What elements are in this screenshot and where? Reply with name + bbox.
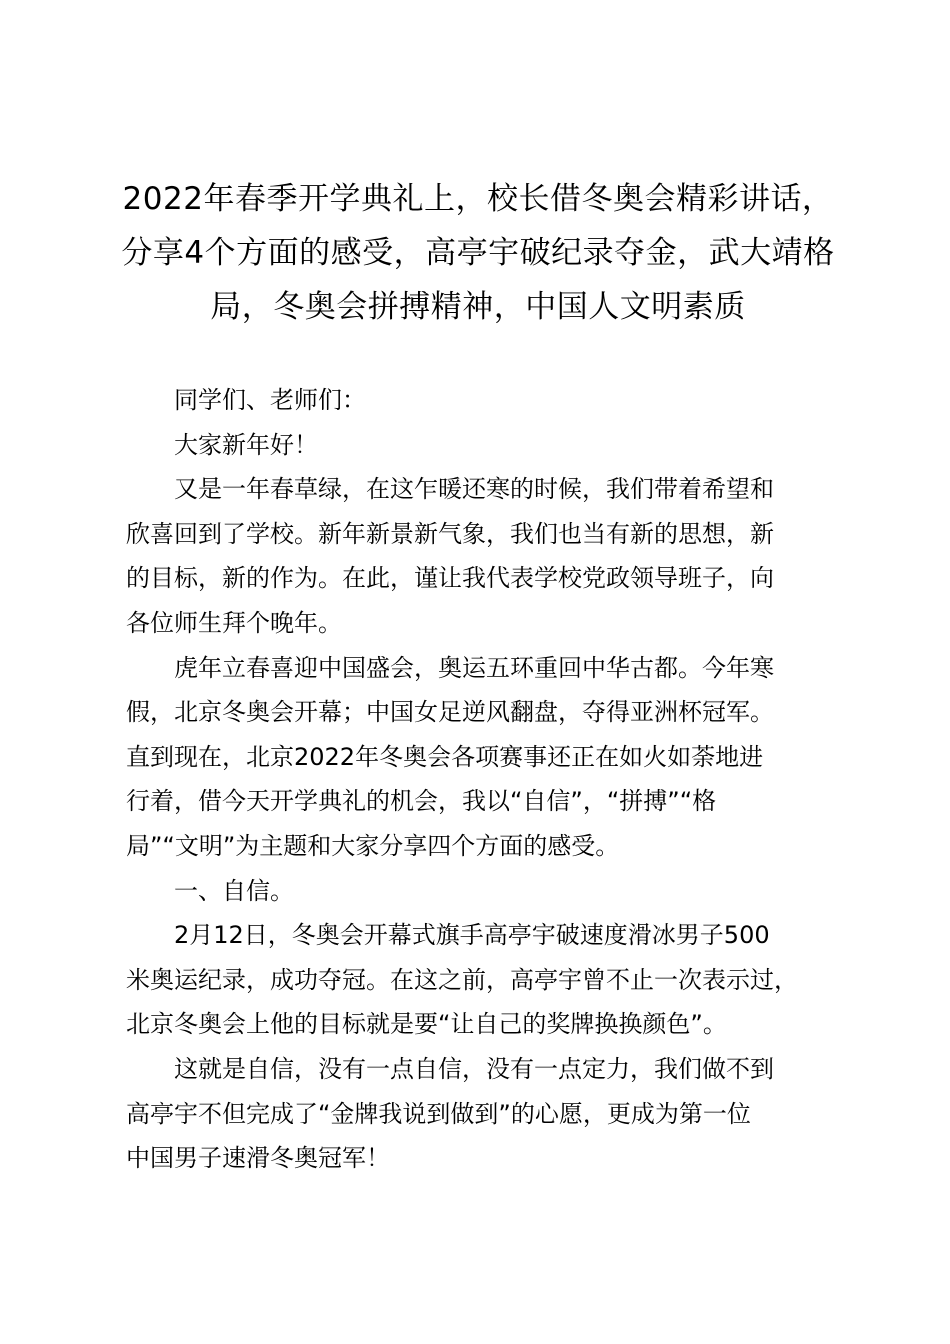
paragraph-gao-tingyu: 2月12日，冬奥会开幕式旗手高亭宇破速度滑冰男子500 米奥运纪录，成功夺冠。在这之前，高亭宇曾不止一次表示过， 北京冬奥会上他的目标就是要“让自己的奖牌换换颜色”。: [126, 921, 798, 1039]
document-title: 2022年春季开学典礼上，校长借冬奥会精彩讲话，分享4个方面的感受，高亭宇破纪录夺金，武大靖格局，冬奥会拼搏精神，中国人文明素质: [121, 181, 835, 325]
document-body: [126, 378, 834, 1181]
paragraph-this-is-confidence: 这就是自信，没有一点自信，没有一点定力，我们做不到 高亭宇不但完成了“金牌我说到做到”的心愿，更成为第一位 中国男子速滑冬奥冠军！: [126, 1054, 774, 1173]
paragraph-return-to-school: 又是一年春草绿，在这乍暖还寒的时候，我们带着希望和 欣喜回到了学校。新年新景新气象，我们也当有新的思想，新 的目标，新的作为。在此，谨让我代表学校党政领导班子，向 各位师生拜个晚年。: [126, 475, 774, 637]
section-heading-confidence: 一、自信。: [174, 876, 294, 905]
paragraph-greeting: 同学们、老师们：: [174, 386, 366, 414]
paragraph-new-year: 大家新年好！: [174, 430, 318, 459]
paragraph-winter-olympics: 虎年立春喜迎中国盛会，奥运五环重回中华古都。今年寒 假，北京冬奥会开幕；中国女足逆风翻盘，夺得亚洲杯冠军。 直到现在，北京2022年冬奥会各项赛事还正在如火如荼地进 行着，借今天开学典礼的机会，我以“自信”，“拼搏”“格 局”“文明”为主题和大家分享四个方面的感受。: [126, 653, 774, 860]
